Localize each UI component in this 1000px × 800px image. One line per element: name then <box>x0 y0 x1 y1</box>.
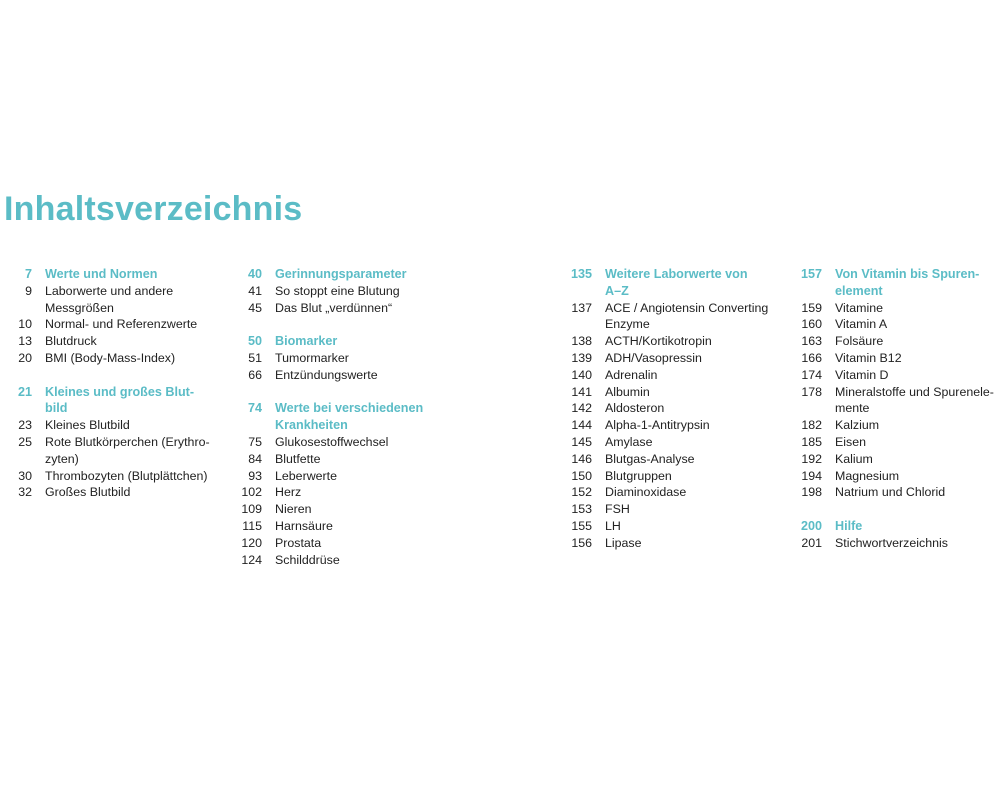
entry-title: Kalzium <box>835 418 880 433</box>
entry-title: Vitamin A <box>835 317 888 332</box>
entry-title: Harnsäure <box>275 518 333 533</box>
entry-title: Kleines Blutbild <box>45 418 130 433</box>
entry-title: LH <box>605 518 621 533</box>
toc-entry <box>230 552 455 569</box>
toc-entry <box>560 400 785 417</box>
page-number: 140 <box>571 367 592 382</box>
page-number: 182 <box>801 418 822 433</box>
toc-entry <box>790 417 1000 434</box>
entry-title: ACE / Angiotensin Converting <box>605 300 769 315</box>
page-number <box>560 283 592 300</box>
toc-entry <box>560 501 785 518</box>
toc-entry <box>560 451 785 468</box>
entry-title: Thrombozyten (Blutplättchen) <box>45 468 208 483</box>
entry-title: ADH/Vasopressin <box>605 350 702 365</box>
section-heading <box>790 518 1000 535</box>
page-number <box>0 451 32 468</box>
page-number: 10 <box>18 317 32 332</box>
toc-entry <box>0 451 225 468</box>
page-number <box>0 400 32 417</box>
entry-title: ACTH/Kortikotropin <box>605 334 712 349</box>
toc-section <box>230 400 455 568</box>
toc-column-1 <box>0 266 225 518</box>
toc-entry <box>0 468 225 485</box>
entry-title: So stoppt eine Blutung <box>275 283 400 298</box>
entry-title: Rote Blutkörperchen (Erythro- <box>45 434 210 449</box>
entry-title: Folsäure <box>835 334 884 349</box>
entry-title: Mineralstoffe und Spurenele- <box>835 384 994 399</box>
entry-title: Blutgas-Analyse <box>605 451 695 466</box>
entry-title: Großes Blutbild <box>45 485 131 500</box>
page-number: 9 <box>25 283 32 298</box>
page-number: 160 <box>801 317 822 332</box>
page-number: 66 <box>248 367 262 382</box>
entry-title: Laborwerte und andere <box>45 283 174 298</box>
entry-title: Adrenalin <box>605 367 658 382</box>
page-number: 185 <box>801 434 822 449</box>
entry-title: Blutdruck <box>45 334 97 349</box>
entry-title: Tumormarker <box>275 350 349 365</box>
toc-entry <box>0 417 225 434</box>
page-number: 178 <box>801 384 822 399</box>
toc-entry <box>790 400 1000 417</box>
entry-title: Vitamin B12 <box>835 350 902 365</box>
section-title: Gerinnungsparameter <box>275 267 407 281</box>
page-number: 102 <box>241 485 262 500</box>
section-title: Werte und Normen <box>45 267 158 281</box>
toc-column-2 <box>230 266 455 585</box>
page-number: 150 <box>571 468 592 483</box>
toc-entry <box>790 484 1000 501</box>
toc-entry <box>790 451 1000 468</box>
toc-entry <box>560 434 785 451</box>
toc-entry <box>560 316 785 333</box>
section-title: Krankheiten <box>275 418 348 433</box>
toc-entry <box>790 367 1000 384</box>
toc-entry <box>0 333 225 350</box>
toc-entry <box>790 333 1000 350</box>
toc-entry <box>0 484 225 501</box>
toc-section <box>560 266 785 552</box>
toc-entry <box>560 417 785 434</box>
page-number <box>790 400 822 417</box>
page-number: 109 <box>241 502 262 517</box>
toc-section <box>790 518 1000 552</box>
page-number: 32 <box>18 485 32 500</box>
page-number: 45 <box>248 300 262 315</box>
toc-entry <box>230 300 455 317</box>
page-number: 192 <box>801 451 822 466</box>
page-number <box>790 283 822 300</box>
entry-title: FSH <box>605 502 630 517</box>
toc-entry <box>230 350 455 367</box>
toc-entry <box>230 451 455 468</box>
page-number: 84 <box>248 451 262 466</box>
page-number: 135 <box>570 267 592 281</box>
section-heading <box>0 384 225 401</box>
section-heading <box>230 400 455 417</box>
entry-title: Amylase <box>605 434 653 449</box>
section-title: Hilfe <box>835 518 863 533</box>
entry-title: Lipase <box>605 535 642 550</box>
toc-entry <box>560 535 785 552</box>
entry-title: Enzyme <box>605 317 650 332</box>
page-number: 74 <box>247 401 262 416</box>
section-heading <box>790 266 1000 283</box>
toc-entry <box>790 384 1000 401</box>
toc-entry <box>230 468 455 485</box>
page-number: 7 <box>24 267 32 281</box>
toc-entry <box>230 501 455 518</box>
entry-title: Entzündungswerte <box>275 367 378 382</box>
page-number: 141 <box>571 384 592 399</box>
page-number: 50 <box>247 334 262 349</box>
section-heading <box>790 283 1000 300</box>
section-heading <box>230 417 455 434</box>
section-heading <box>230 333 455 350</box>
page-number: 21 <box>17 384 32 399</box>
section-heading <box>560 266 785 283</box>
section-title: Werte bei verschiedenen <box>275 401 424 416</box>
section-heading <box>0 400 225 417</box>
page-number: 120 <box>241 535 262 550</box>
toc-entry <box>230 518 455 535</box>
toc-section <box>0 384 225 502</box>
page-number: 156 <box>571 535 592 550</box>
page-number: 159 <box>801 300 822 315</box>
page-number: 198 <box>801 485 822 500</box>
entry-title: zyten) <box>45 451 79 466</box>
page-number: 137 <box>571 300 592 315</box>
page-number <box>560 316 592 333</box>
page-number: 155 <box>571 518 592 533</box>
toc-section <box>230 266 455 316</box>
section-title: Biomarker <box>275 334 338 349</box>
entry-title: mente <box>835 401 870 416</box>
page-number: 41 <box>248 283 262 298</box>
page-number: 13 <box>18 334 32 349</box>
entry-title: Glukosestoffwechsel <box>275 434 389 449</box>
toc-entry <box>0 283 225 300</box>
page-number: 201 <box>801 535 822 550</box>
toc-entry <box>560 300 785 317</box>
toc-entry <box>230 535 455 552</box>
toc-entry <box>0 300 225 317</box>
entry-title: Blutgruppen <box>605 468 672 483</box>
toc-entry <box>790 316 1000 333</box>
entry-title: Natrium und Chlorid <box>835 485 946 500</box>
entry-title: Kalium <box>835 451 873 466</box>
page-number: 145 <box>571 434 592 449</box>
toc-section <box>790 266 1000 501</box>
entry-title: Vitamine <box>835 300 883 315</box>
toc-entry <box>560 468 785 485</box>
entry-title: Stichwortverzeichnis <box>835 535 948 550</box>
toc-entry <box>790 350 1000 367</box>
toc-entry <box>0 350 225 367</box>
page-number: 138 <box>571 334 592 349</box>
page-number <box>0 300 32 317</box>
entry-title: Vitamin D <box>835 367 889 382</box>
page-number: 200 <box>800 518 822 533</box>
page-number: 152 <box>571 485 592 500</box>
entry-title: Aldosteron <box>605 401 665 416</box>
toc-entry <box>560 518 785 535</box>
entry-title: BMI (Body-Mass-Index) <box>45 350 176 365</box>
page-number: 30 <box>18 468 32 483</box>
page-number: 124 <box>241 552 262 567</box>
toc-section <box>0 266 225 367</box>
toc-column-4 <box>790 266 1000 568</box>
entry-title: Schilddrüse <box>275 552 340 567</box>
section-title: Von Vitamin bis Spuren- <box>835 267 980 281</box>
section-heading <box>0 266 225 283</box>
page-number: 142 <box>571 401 592 416</box>
entry-title: Prostata <box>275 535 322 550</box>
toc-entry <box>560 350 785 367</box>
page-number: 194 <box>801 468 822 483</box>
toc-entry <box>230 434 455 451</box>
section-title: bild <box>45 401 68 416</box>
page-number: 174 <box>801 367 822 382</box>
entry-title: Leberwerte <box>275 468 337 483</box>
entry-title: Magnesium <box>835 468 900 483</box>
page-number: 23 <box>18 418 32 433</box>
entry-title: Alpha-1-Antitrypsin <box>605 418 710 433</box>
entry-title: Das Blut „verdünnen“ <box>275 300 393 315</box>
page-number: 40 <box>247 267 262 281</box>
entry-title: Nieren <box>275 502 312 517</box>
page-title: Inhaltsverzeichnis <box>4 190 303 228</box>
toc-entry <box>790 468 1000 485</box>
toc-entry <box>790 300 1000 317</box>
section-heading <box>560 283 785 300</box>
entry-title: Normal- und Referenzwerte <box>45 317 198 332</box>
page-number: 51 <box>248 350 262 365</box>
entry-title: Herz <box>275 485 302 500</box>
toc-entry <box>230 484 455 501</box>
toc-entry <box>0 434 225 451</box>
page-number: 146 <box>571 451 592 466</box>
entry-title: Messgrößen <box>45 300 114 315</box>
section-title: Kleines und großes Blut- <box>45 384 195 399</box>
toc-entry <box>560 484 785 501</box>
toc-entry <box>790 535 1000 552</box>
page-number: 153 <box>571 502 592 517</box>
toc-entry <box>560 384 785 401</box>
entry-title: Albumin <box>605 384 650 399</box>
page-number: 115 <box>242 518 262 533</box>
toc-entry <box>560 367 785 384</box>
toc-entry <box>560 333 785 350</box>
page-number: 144 <box>571 418 592 433</box>
entry-title: Blutfette <box>275 451 321 466</box>
entry-title: Diaminoxidase <box>605 485 687 500</box>
toc-entry <box>230 283 455 300</box>
section-title: element <box>835 283 883 298</box>
page-number <box>230 417 262 434</box>
page-number: 93 <box>248 468 262 483</box>
section-title: A–Z <box>605 283 629 298</box>
toc-column-3 <box>560 266 785 568</box>
section-title: Weitere Laborwerte von <box>605 267 748 281</box>
page-number: 166 <box>801 350 822 365</box>
toc-section <box>230 333 455 383</box>
page-number: 25 <box>18 434 32 449</box>
section-heading <box>230 266 455 283</box>
page-number: 163 <box>801 334 822 349</box>
page-number: 20 <box>18 350 32 365</box>
page-number: 139 <box>571 350 592 365</box>
entry-title: Eisen <box>835 434 866 449</box>
toc-entry <box>790 434 1000 451</box>
page-number: 75 <box>248 434 262 449</box>
page-number: 157 <box>800 267 822 281</box>
toc-entry <box>230 367 455 384</box>
toc-entry <box>0 316 225 333</box>
